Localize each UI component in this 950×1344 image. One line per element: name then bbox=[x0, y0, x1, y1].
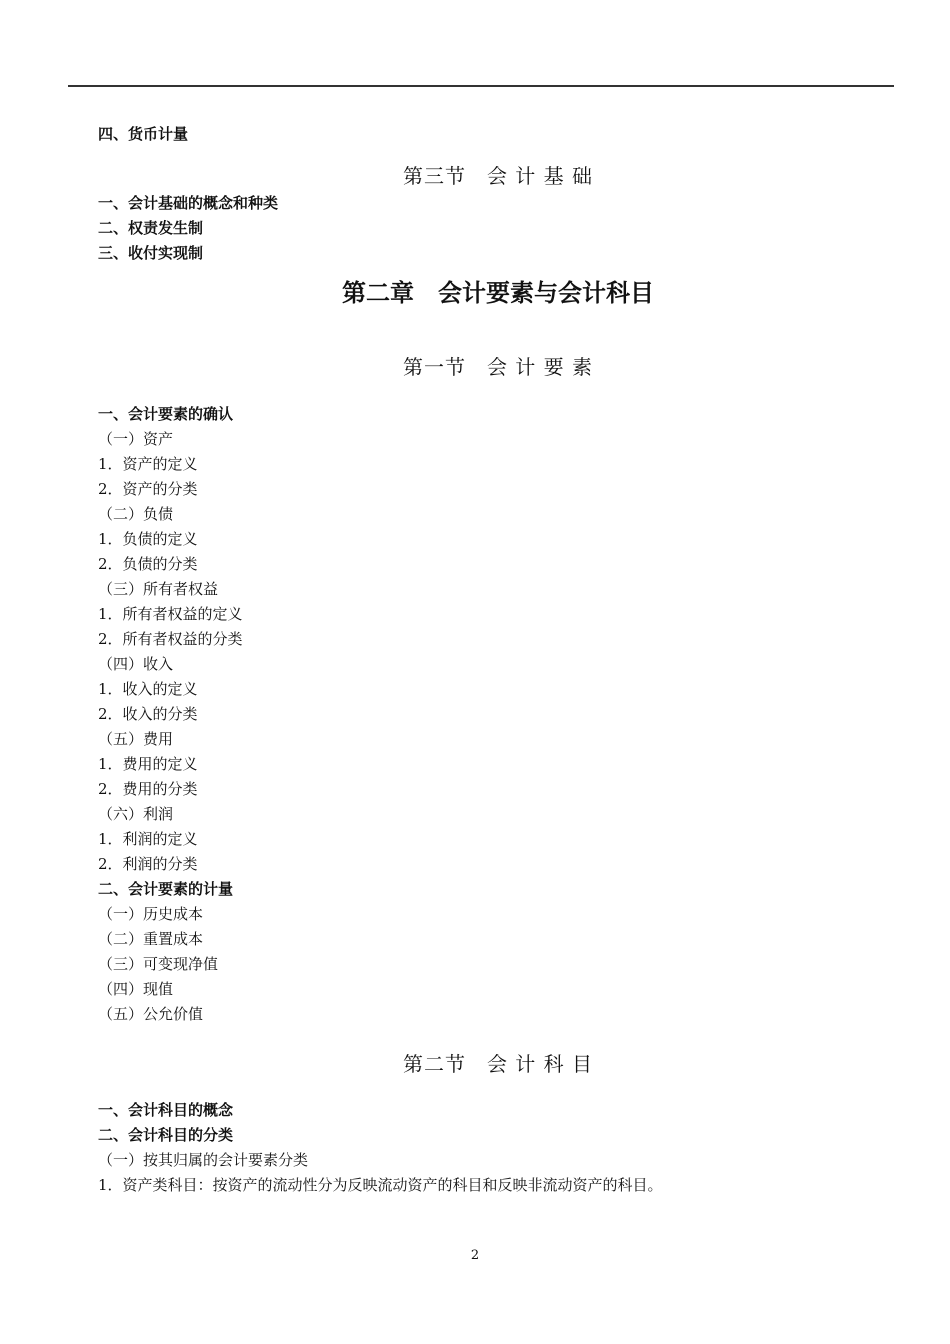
list-item: （一）按其归属的会计要素分类 bbox=[98, 1151, 309, 1169]
list-item: 1．费用的定义 bbox=[98, 755, 198, 773]
section-title-accounts: 第二节 会 计 科 目 bbox=[402, 1052, 594, 1076]
list-item: （五）费用 bbox=[98, 730, 174, 748]
list-item: 二、权责发生制 bbox=[98, 219, 204, 237]
list-item: （二）重置成本 bbox=[98, 930, 204, 948]
list-item: （三）可变现净值 bbox=[98, 955, 219, 973]
list-item: （一）资产 bbox=[98, 430, 174, 448]
header-rule bbox=[68, 85, 894, 87]
list-item: 2．利润的分类 bbox=[98, 855, 198, 873]
section-title-accounting-basis: 第三节 会 计 基 础 bbox=[402, 164, 594, 188]
list-item: 1．资产的定义 bbox=[98, 455, 198, 473]
list-item: 1．资产类科目：按资产的流动性分为反映流动资产的科目和反映非流动资产的科目。 bbox=[98, 1176, 663, 1194]
list-item: 2．负债的分类 bbox=[98, 555, 198, 573]
list-item: （一）历史成本 bbox=[98, 905, 204, 923]
list-item: （三）所有者权益 bbox=[98, 580, 219, 598]
list-item: 三、收付实现制 bbox=[98, 244, 204, 262]
list-item: 2．资产的分类 bbox=[98, 480, 198, 498]
list-item: 1．收入的定义 bbox=[98, 680, 198, 698]
list-item: 2．收入的分类 bbox=[98, 705, 198, 723]
section-title-elements: 第一节 会 计 要 素 bbox=[402, 355, 594, 379]
list-item: 1．负债的定义 bbox=[98, 530, 198, 548]
list-item: 2．所有者权益的分类 bbox=[98, 630, 243, 648]
section-accounts-list bbox=[98, 1098, 898, 1198]
list-item: 2．费用的分类 bbox=[98, 780, 198, 798]
page-number: 2 bbox=[470, 1248, 480, 1263]
document-body bbox=[98, 122, 898, 1198]
heading-currency-measure: 四、货币计量 bbox=[98, 125, 189, 143]
list-item: （四）现值 bbox=[98, 980, 174, 998]
list-item: （四）收入 bbox=[98, 655, 174, 673]
list-item: （二）负债 bbox=[98, 505, 174, 523]
list-heading: 一、会计科目的概念 bbox=[98, 1101, 234, 1119]
list-heading: 一、会计要素的确认 bbox=[98, 405, 234, 423]
chapter-title: 第二章 会计要素与会计科目 bbox=[342, 279, 654, 307]
list-heading: 二、会计要素的计量 bbox=[98, 880, 234, 898]
list-item: 一、会计基础的概念和种类 bbox=[98, 194, 279, 212]
list-item: 1．所有者权益的定义 bbox=[98, 605, 243, 623]
list-item: （六）利润 bbox=[98, 805, 174, 823]
list-heading: 二、会计科目的分类 bbox=[98, 1126, 234, 1144]
list-item: （五）公允价值 bbox=[98, 1005, 204, 1023]
list-item: 1．利润的定义 bbox=[98, 830, 198, 848]
section-elements-list bbox=[98, 402, 898, 1027]
